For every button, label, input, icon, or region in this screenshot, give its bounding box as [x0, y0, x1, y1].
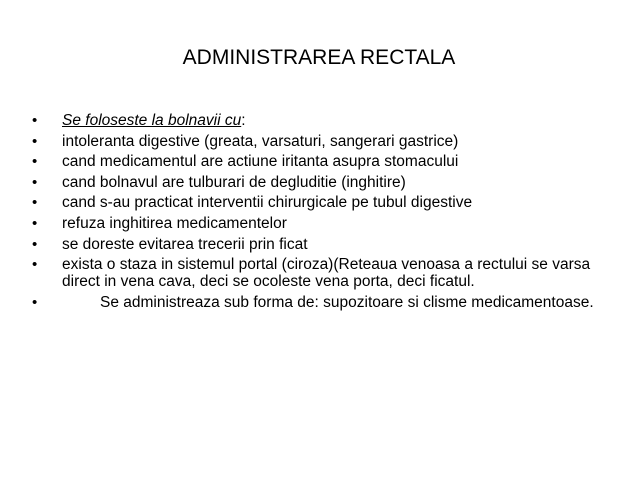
bullet-item — [32, 174, 632, 191]
bullet-text: refuza inghitirea medicamentelor — [62, 214, 287, 232]
bullet-icon: • — [32, 256, 38, 274]
bullet-item — [32, 215, 632, 232]
bullet-text: cand s-au practicat interventii chirurgicale pe tubul digestive — [62, 194, 473, 212]
bullet-text: Se administreaza sub forma de: supozitoare si clisme medicamentoase. — [100, 293, 594, 311]
bullet-item-last — [32, 294, 632, 311]
bullet-item-intro — [32, 112, 632, 129]
bullet-icon: • — [32, 173, 38, 191]
bullet-item — [32, 153, 632, 170]
bullet-icon: • — [32, 235, 38, 253]
bullet-text: se doreste evitarea trecerii prin ficat — [62, 235, 308, 253]
bullet-icon: • — [32, 214, 38, 232]
bullet-item — [32, 256, 632, 290]
bullet-icon: • — [32, 293, 38, 311]
bullet-item — [32, 236, 632, 253]
intro-text: Se foloseste la bolnavii cu — [62, 112, 242, 129]
bullet-icon: • — [32, 194, 38, 212]
bullet-item — [32, 133, 632, 150]
bullet-item — [32, 194, 632, 211]
bullet-icon: • — [32, 112, 38, 129]
bullet-list — [32, 112, 632, 314]
intro-colon: : — [241, 112, 246, 129]
bullet-icon: • — [32, 153, 38, 171]
bullet-text: cand medicamentul are actiune iritanta asupra stomacului — [62, 153, 459, 171]
bullet-icon: • — [32, 132, 38, 150]
bullet-text: exista o staza in sistemul portal (ciroza)(Reteaua venoasa a rectului se varsa direct in vena cava, deci se ocoleste vena porta, deci ficatul. — [62, 256, 591, 291]
bullet-text: cand bolnavul are tulburari de degluditie (inghitire) — [62, 173, 406, 191]
slide-title: ADMINISTRAREA RECTALA — [182, 46, 456, 69]
bullet-text: intoleranta digestive (greata, varsaturi, sangerari gastrice) — [62, 132, 459, 150]
